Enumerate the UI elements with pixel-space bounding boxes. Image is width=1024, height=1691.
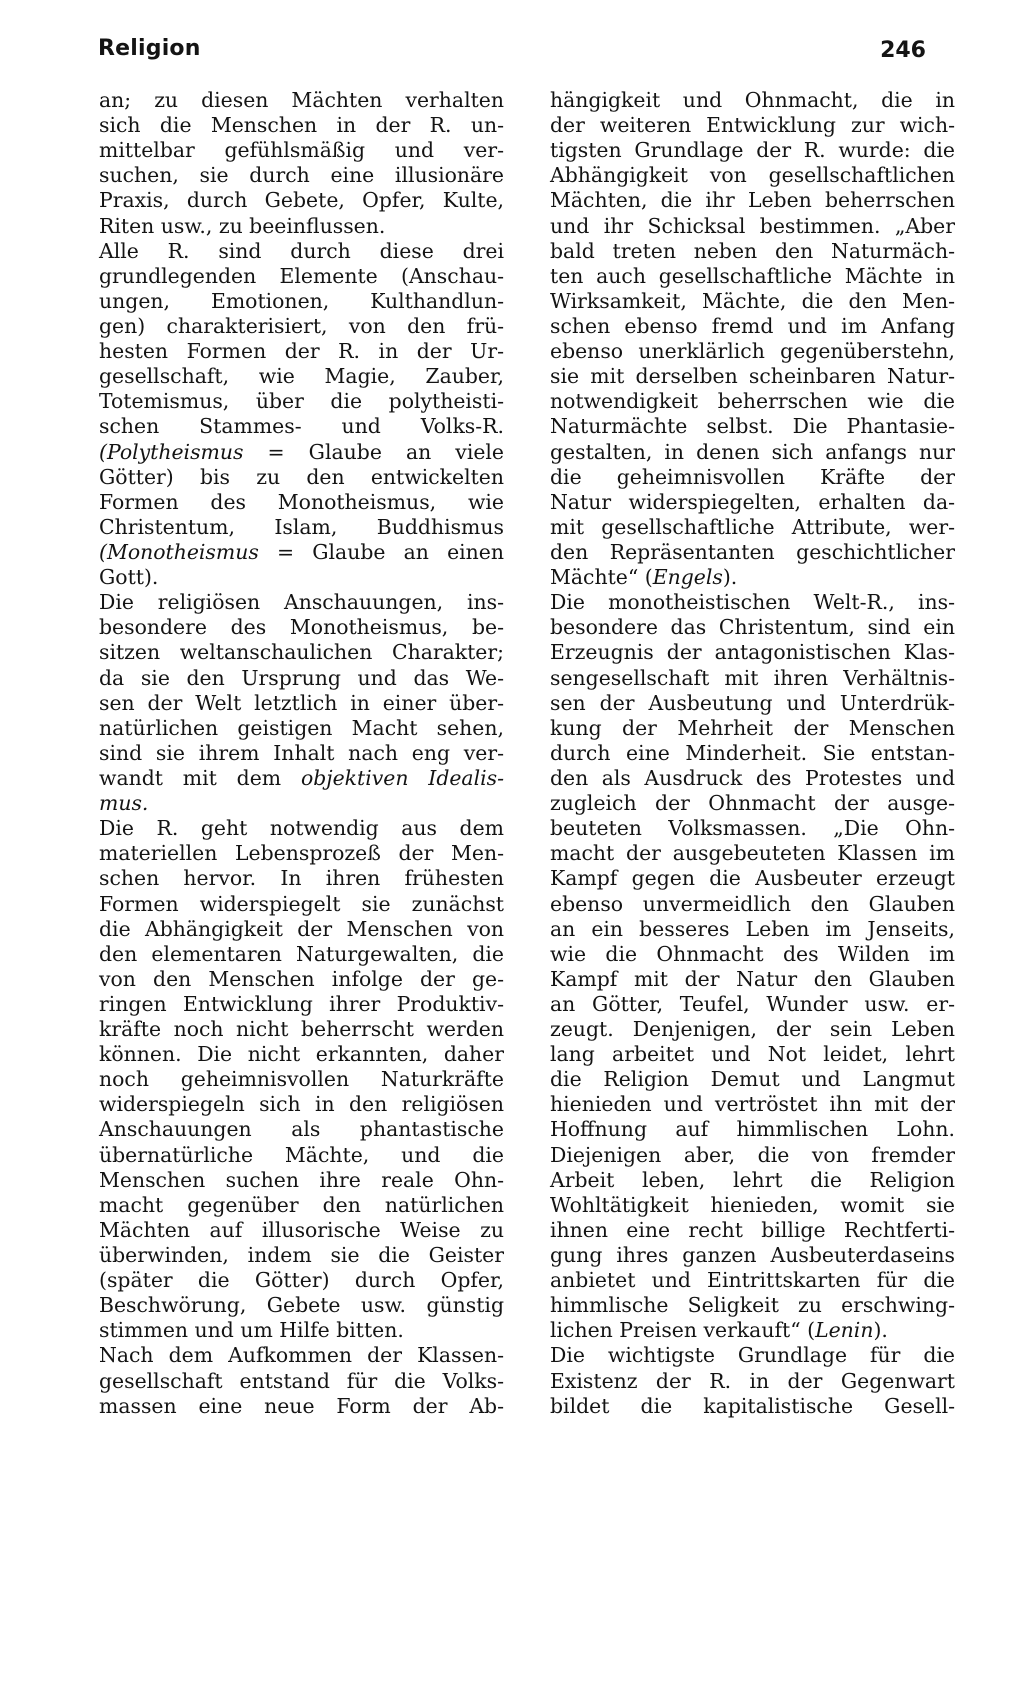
- text-line: ringen Entwicklung ihrer Produktiv-: [99, 991, 504, 1016]
- text-line: notwendigkeit beherrschen wie die: [550, 389, 955, 414]
- text-line: tigsten Grundlage der R. wurde: die: [550, 138, 955, 163]
- text-line: Die R. geht notwendig aus dem: [99, 816, 504, 841]
- text-line: den Repräsentanten geschichtlicher: [550, 539, 955, 564]
- text-line: und ihr Schicksal bestimmen. „Aber: [550, 213, 955, 238]
- text-line: [550, 1318, 955, 1343]
- italic-text-segment: Engels: [652, 565, 723, 590]
- text-line: sind sie ihrem Inhalt nach eng ver-: [99, 740, 504, 765]
- text-line: massen eine neue Form der Ab-: [99, 1393, 504, 1418]
- text-line: Totemismus, über die polytheisti-: [99, 389, 504, 414]
- text-line: macht gegenüber den natürlichen: [99, 1192, 504, 1217]
- text-line: Mächten, die ihr Leben beherrschen: [550, 188, 955, 213]
- text-line: Götter) bis zu den entwickelten: [99, 464, 504, 489]
- italic-text-segment: (Monotheismus: [99, 539, 259, 564]
- text-line: [99, 791, 504, 816]
- running-head-title: Religion: [98, 36, 201, 61]
- text-line: Gott).: [99, 565, 159, 590]
- text-line: Riten usw., zu beeinflussen.: [99, 213, 386, 238]
- text-line: sie mit derselben scheinbaren Natur-: [550, 364, 955, 389]
- page-number: 246: [880, 38, 926, 63]
- text-line: ungen, Emotionen, Kulthandlun-: [99, 288, 504, 313]
- text-line: grundlegenden Elemente (Anschau-: [99, 263, 504, 288]
- text-line: Erzeugnis der antagonistischen Klas-: [550, 640, 955, 665]
- text-line: widerspiegeln sich in den religiösen: [99, 1092, 504, 1117]
- text-line: besondere des Monotheismus, be-: [99, 615, 504, 640]
- text-line: hienieden und vertröstet ihn mit der: [550, 1092, 955, 1117]
- text-line: zugleich der Ohnmacht der ausge-: [550, 791, 955, 816]
- text-line: ten auch gesellschaftliche Mächte in: [550, 263, 955, 288]
- text-line: [99, 440, 504, 465]
- text-line: zeugt. Denjenigen, der sein Leben: [550, 1017, 955, 1042]
- text-line: (später die Götter) durch Opfer,: [99, 1268, 504, 1293]
- text-line: die geheimnisvollen Kräfte der: [550, 464, 955, 489]
- text-segment: wandt mit dem: [99, 765, 301, 790]
- text-line: Arbeit leben, lehrt die Religion: [550, 1167, 955, 1192]
- text-line: [550, 565, 955, 590]
- italic-text-segment: objektiven Idealis-: [300, 765, 504, 790]
- text-line: Mächten auf illusorische Weise zu: [99, 1217, 504, 1242]
- text-segment: ).: [873, 1318, 888, 1343]
- text-line: sengesellschaft mit ihren Verhältnis-: [550, 665, 955, 690]
- text-line: Wirksamkeit, Mächte, die den Men-: [550, 288, 955, 313]
- text-line: beuteten Volksmassen. „Die Ohn-: [550, 816, 955, 841]
- text-line: wie die Ohnmacht des Wilden im: [550, 941, 955, 966]
- text-line: Menschen suchen ihre reale Ohn-: [99, 1167, 504, 1192]
- text-line: den elementaren Naturgewalten, die: [99, 941, 504, 966]
- italic-text-segment: (Polytheismus: [99, 439, 244, 464]
- text-line: Formen widerspiegelt sie zunächst: [99, 891, 504, 916]
- text-line: kräfte noch nicht beherrscht werden: [99, 1017, 504, 1042]
- text-segment: lichen Preisen verkauft“ (: [550, 1318, 816, 1343]
- text-line: von den Menschen infolge der ge-: [99, 966, 504, 991]
- text-line: mit gesellschaftliche Attribute, wer-: [550, 514, 955, 539]
- text-line: die Abhängigkeit der Menschen von: [99, 916, 504, 941]
- text-line: der weiteren Entwicklung zur wich-: [550, 113, 955, 138]
- right-text-column: [550, 88, 955, 1419]
- text-line: hesten Formen der R. in der Ur-: [99, 339, 504, 364]
- text-line: mittelbar gefühlsmäßig und ver-: [99, 138, 504, 163]
- text-line: sich die Menschen in der R. un-: [99, 113, 504, 138]
- text-segment: = Glaube an einen: [258, 539, 504, 564]
- text-line: Die wichtigste Grundlage für die: [550, 1343, 955, 1368]
- text-line: Wohltätigkeit hienieden, womit sie: [550, 1192, 955, 1217]
- text-line: gesellschaft entstand für die Volks-: [99, 1368, 504, 1393]
- text-line: [99, 766, 504, 791]
- text-line: himmlische Seligkeit zu erschwing-: [550, 1293, 955, 1318]
- text-line: Die religiösen Anschauungen, ins-: [99, 590, 504, 615]
- text-line: Nach dem Aufkommen der Klassen-: [99, 1343, 504, 1368]
- text-line: bildet die kapitalistische Gesell-: [550, 1393, 955, 1418]
- text-line: noch geheimnisvollen Naturkräfte: [99, 1067, 504, 1092]
- text-line: lang arbeitet und Not leidet, lehrt: [550, 1042, 955, 1067]
- text-line: ebenso unvermeidlich den Glauben: [550, 891, 955, 916]
- text-line: Natur widerspiegelten, erhalten da-: [550, 489, 955, 514]
- text-line: Christentum, Islam, Buddhismus: [99, 514, 504, 539]
- text-line: Alle R. sind durch diese drei: [99, 238, 504, 263]
- text-line: schen hervor. In ihren frühesten: [99, 866, 504, 891]
- text-line: schen Stammes- und Volks-R.: [99, 414, 504, 439]
- text-line: gestalten, in denen sich anfangs nur: [550, 439, 955, 464]
- text-line: natürlichen geistigen Macht sehen,: [99, 715, 504, 740]
- text-line: Existenz der R. in der Gegenwart: [550, 1368, 955, 1393]
- text-line: gen) charakterisiert, von den frü-: [99, 313, 504, 338]
- text-line: an Götter, Teufel, Wunder usw. er-: [550, 991, 955, 1016]
- text-line: anbietet und Eintrittskarten für die: [550, 1268, 955, 1293]
- text-line: hängigkeit und Ohnmacht, die in: [550, 88, 955, 112]
- text-line: Beschwörung, Gebete usw. günstig: [99, 1293, 504, 1318]
- text-line: bald treten neben den Naturmäch-: [550, 238, 955, 263]
- text-line: macht der ausgebeuteten Klassen im: [550, 841, 955, 866]
- text-line: sen der Welt letztlich in einer über-: [99, 690, 504, 715]
- text-line: gesellschaft, wie Magie, Zauber,: [99, 364, 504, 389]
- text-line: Formen des Monotheismus, wie: [99, 489, 504, 514]
- text-line: Praxis, durch Gebete, Opfer, Kulte,: [99, 188, 504, 213]
- text-line: Abhängigkeit von gesellschaftlichen: [550, 163, 955, 188]
- text-line: besondere das Christentum, sind ein: [550, 615, 955, 640]
- text-line: Diejenigen aber, die von fremder: [550, 1142, 955, 1167]
- text-line: an; zu diesen Mächten verhalten: [99, 88, 504, 112]
- text-segment: Mächte“ (: [550, 565, 653, 590]
- text-line: stimmen und um Hilfe bitten.: [99, 1318, 404, 1343]
- text-line: suchen, sie durch eine illusionäre: [99, 163, 504, 188]
- text-line: sen der Ausbeutung und Unterdrük-: [550, 690, 955, 715]
- text-line: gung ihres ganzen Ausbeuterdaseins: [550, 1243, 955, 1268]
- text-line: schen ebenso fremd und im Anfang: [550, 313, 955, 338]
- text-line: Kampf mit der Natur den Glauben: [550, 966, 955, 991]
- text-line: den als Ausdruck des Protestes und: [550, 765, 955, 790]
- text-line: Kampf gegen die Ausbeuter erzeugt: [550, 866, 955, 891]
- text-line: an ein besseres Leben im Jenseits,: [550, 916, 955, 941]
- text-line: ebenso unerklärlich gegenüberstehn,: [550, 339, 955, 364]
- left-text-column: [99, 88, 504, 1419]
- text-segment: = Glaube an viele: [243, 439, 504, 464]
- italic-text-segment: mus.: [99, 791, 149, 816]
- text-line: Anschauungen als phantastische: [99, 1117, 504, 1142]
- text-line: die Religion Demut und Langmut: [550, 1067, 955, 1092]
- text-line: da sie den Ursprung und das We-: [99, 665, 504, 690]
- text-line: [99, 540, 504, 565]
- text-line: ihnen eine recht billige Rechtferti-: [550, 1217, 955, 1242]
- text-line: durch eine Minderheit. Sie entstan-: [550, 740, 955, 765]
- text-line: Hoffnung auf himmlischen Lohn.: [550, 1117, 955, 1142]
- text-line: Die monotheistischen Welt-R., ins-: [550, 590, 955, 615]
- text-segment: ).: [722, 565, 738, 590]
- text-line: kung der Mehrheit der Menschen: [550, 715, 955, 740]
- text-line: überwinden, indem sie die Geister: [99, 1243, 504, 1268]
- text-line: übernatürliche Mächte, und die: [99, 1142, 504, 1167]
- italic-text-segment: Lenin: [815, 1318, 874, 1343]
- text-line: können. Die nicht erkannten, daher: [99, 1042, 504, 1067]
- text-line: materiellen Lebensprozeß der Men-: [99, 841, 504, 866]
- text-line: Naturmächte selbst. Die Phantasie-: [550, 414, 955, 439]
- text-line: sitzen weltanschaulichen Charakter;: [99, 640, 504, 665]
